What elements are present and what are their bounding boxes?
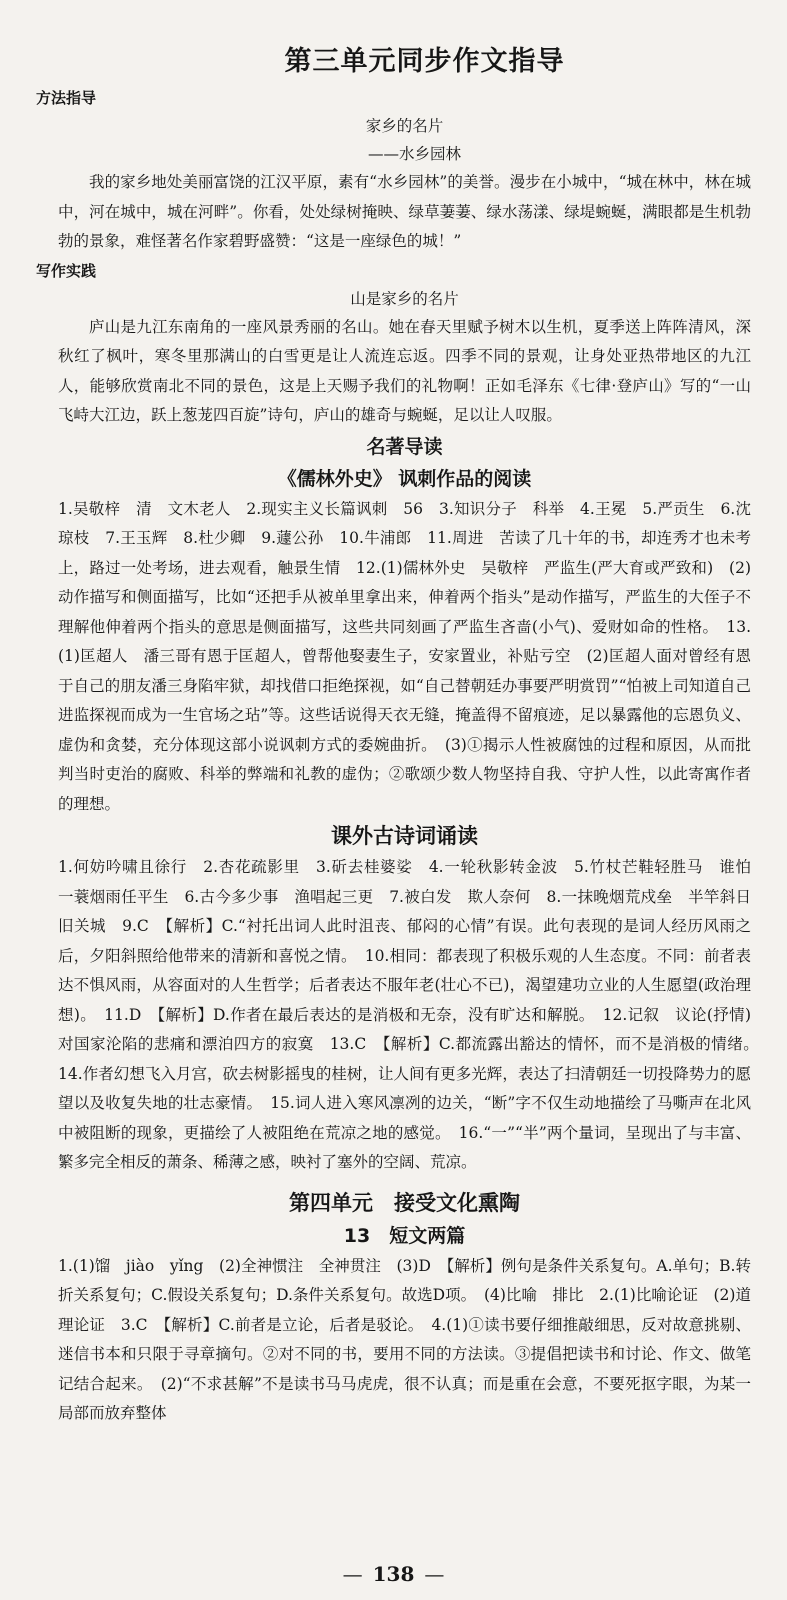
essay2-body: 庐山是九江东南角的一座风景秀丽的名山。她在春天里赋予树木以生机，夏季送上阵阵清风，深秋红了枫叶，寒冬里那满山的白雪更是让人流连忘返。四季不同的景观，让身处亚热带地区的九江人，能够欣赏南北不同的景色，这是上天赐予我们的礼物啊！正如毛泽东《七律·登庐山》写的“一山飞峙大江边，跃上葱茏四百旋”诗句，庐山的雄奇与蜿蜒，足以让人叹服。 [58, 317, 751, 424]
essay1-subtitle: ——水乡园林 [367, 145, 461, 163]
footer-dash-left: — [342, 1562, 363, 1586]
practice-label: 写作实践 [36, 261, 97, 280]
page-number: 138 [372, 1562, 415, 1586]
page-content [36, 40, 767, 1429]
poetry-title: 课外古诗词诵读 [331, 824, 478, 848]
footer-dash-right: — [424, 1562, 445, 1586]
classics-title: 名著导读 [366, 435, 443, 458]
composition-title: 第三单元同步作文指导 [284, 46, 565, 77]
essay1-body: 我的家乡地处美丽富饶的江汉平原，素有“水乡园林”的美誉。漫步在小城中，“城在林中，林在城中，河在城中，城在河畔”。你看，处处绿树掩映、绿草萋萋、绿水荡漾、绿堤蜿蜒，满眼都是生机勃勃的景象，难怪著名作家碧野盛赞：“这是一座绿色的城！” [58, 173, 751, 250]
essay2-title: 山是家乡的名片 [350, 289, 459, 308]
method-label: 方法指导 [36, 89, 97, 107]
classics-subtitle: 《儒林外史》 讽刺作品的阅读 [277, 467, 532, 490]
poetry-answers: 1.何妨吟啸且徐行 2.杏花疏影里 3.斫去桂婆娑 4.一轮秋影转金波 5.竹杖芒鞋轻胜马 谁怕 一蓑烟雨任平生 6.古今多少事 渔唱起三更 7.被白发 欺人奈何 8.一抹晚烟荒戍垒 半竿斜日旧关城 9.C 【解析】C.“衬托出词人此时沮丧、郁闷的心情”有误。此句表现的是词人经历风雨之后，夕阳斜照给他带来的清新和喜悦之情。 10.相同：都表现了积极乐观的人生态度。不同：前者表达不惧风雨，从容面对的人生哲学；后者表达不服年老(壮心不已)，渴望建功立业的人生愿望(政治理想)。 11.D 【解析】D.作者在最后表达的是消极和无奈，没有旷达和解脱。 12.记叙 议论(抒情) 对国家沦陷的悲痛和漂泊四方的寂寞 13.C 【解析】C.都流露出豁达的情怀，而不是消极的情绪。 14.作者幻想飞入月宫，砍去树影摇曳的桂树，让人间有更多光辉，表达了扫清朝廷一切投降势力的愿望以及收复失地的壮志豪情。 15.词人进入寒风凛冽的边关，“断”字不仅生动地描绘了马嘶声在北风中被阻断的现象，更描绘了人被阻绝在荒凉之地的感觉。 16.“一”“半”两个量词，呈现出了与丰富、繁多完全相反的萧条、稀薄之感，映衬了塞外的空阔、荒凉。 [58, 858, 767, 1171]
page-footer [0, 1562, 787, 1586]
classics-answers: 1.吴敬梓 清 文木老人 2.现实主义长篇讽刺 56 3.知识分子 科举 4.王冕 5.严贡生 6.沈琼枝 7.王玉辉 8.杜少卿 9.蘧公孙 10.牛浦郎 11.周进 苦读了几十年的书，却连秀才也未考上，路过一处考场，进去观看，触景生情 12.(1)儒林外史 吴敬梓 严监生(严大育或严致和) (2)动作描写和侧面描写，比如“还把手从被单里拿出来，伸着两个指头”是动作描写，严监生的大侄子不理解他伸着两个指头的意思是侧面描写，这些共同刻画了严监生吝啬(小气)、爱财如命的性格。 13.(1)匡超人 潘三哥有恩于匡超人，曾帮他娶妻生子，安家置业，补贴亏空 (2)匡超人面对曾经有恩于自己的朋友潘三身陷牢狱，却找借口拒绝探视，如“自己替朝廷办事要严明赏罚”“怕被上司知道自己进监探视而成为一生官场之玷”等。这些话说得天衣无缝，掩盖得不留痕迹，足以暴露他的忘恩负义、虚伪和贪婪，充分体现这部小说讽刺方式的委婉曲折。 (3)①揭示人性被腐蚀的过程和原因，从而批判当时吏治的腐败、科举的弊端和礼教的虚伪；②歌颂少数人物坚持自我、守护人性，以此寄寓作者的理想。 [58, 499, 751, 813]
unit4-answers: 1.(1)馏 jiào yǐng (2)全神惯注 全神贯注 (3)D 【解析】例句是条件关系复句。A.单句；B.转折关系复句；C.假设关系复句；D.条件关系复句。故选D项。 (4)比喻 排比 2.(1)比喻论证 (2)道理论证 3.C 【解析】C.前者是立论，后者是驳论。 4.(1)①读书要仔细推敲细思，反对故意挑剔、迷信书本和只限于寻章摘句。②对不同的书，要用不同的方法读。③提倡把读书和讨论、作文、做笔记结合起来。 (2)“不求甚解”不是读书马马虎虎，很不认真；而是重在会意，不要死抠字眼，为某一局部而放弃整体 [58, 1256, 751, 1422]
unit4-title: 第四单元 接受文化熏陶 [289, 1190, 520, 1215]
lesson-title: 13 短文两篇 [343, 1224, 466, 1247]
essay1-title: 家乡的名片 [365, 117, 444, 135]
